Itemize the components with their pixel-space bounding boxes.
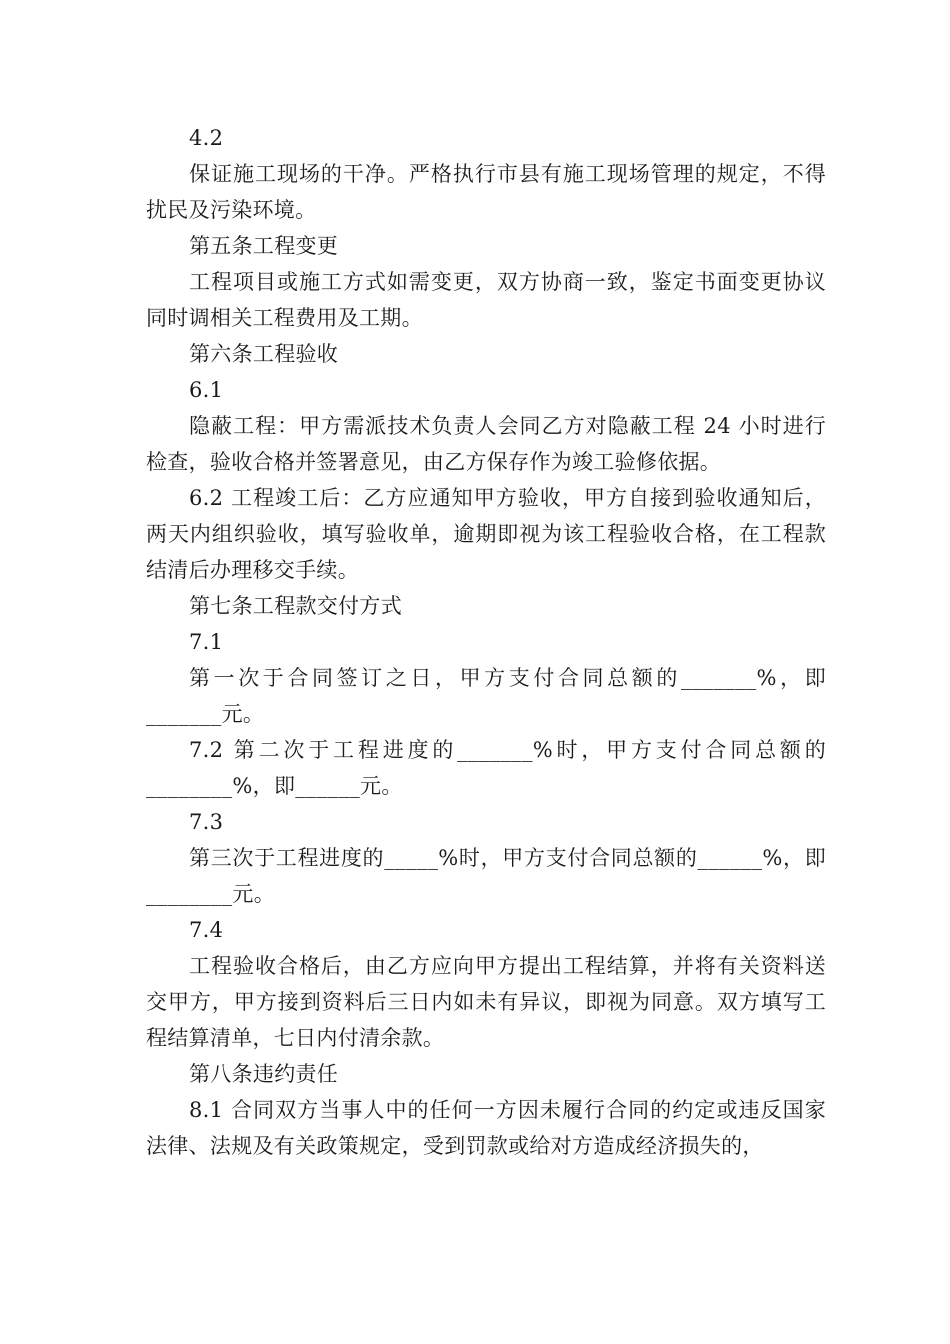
article-heading: 第七条工程款交付方式: [189, 594, 402, 618]
section-number: 7.1: [189, 630, 224, 654]
paragraph: 保证施工现场的干净。严格执行市县有施工现场管理的规定，不得扰民及污染环境。: [146, 162, 826, 222]
paragraph: 第一次于合同签订之日，甲方支付合同总额的_______%，即_______元。: [146, 666, 826, 726]
paragraph: 6.2 工程竣工后：乙方应通知甲方验收，甲方自接到验收通知后，两天内组织验收，填写验收单，逾期即视为该工程验收合格，在工程款结清后办理移交手续。: [146, 486, 826, 582]
paragraph: 隐蔽工程：甲方需派技术负责人会同乙方对隐蔽工程 24 小时进行检查，验收合格并签署意见，由乙方保存作为竣工验修依据。: [146, 414, 826, 474]
section-number: 7.3: [189, 810, 224, 834]
document-body: [146, 120, 826, 1164]
paragraph: 工程项目或施工方式如需变更，双方协商一致，鉴定书面变更协议同时调相关工程费用及工期。: [146, 270, 826, 330]
paragraph: 第三次于工程进度的_____%时，甲方支付合同总额的______%，即________元。: [146, 846, 826, 906]
paragraph: 工程验收合格后，由乙方应向甲方提出工程结算，并将有关资料送交甲方，甲方接到资料后三日内如未有异议，即视为同意。双方填写工程结算清单，七日内付清余款。: [146, 954, 826, 1050]
section-number: 6.1: [189, 378, 224, 402]
article-heading: 第六条工程验收: [189, 342, 339, 366]
article-heading: 第五条工程变更: [189, 234, 339, 258]
section-number: 7.4: [189, 918, 224, 942]
paragraph: 7.2 第二次于工程进度的_______%时，甲方支付合同总额的________%，即______元。: [146, 738, 826, 798]
section-number: 4.2: [189, 126, 224, 150]
paragraph: 8.1 合同双方当事人中的任何一方因未履行合同的约定或违反国家法律、法规及有关政策规定，受到罚款或给对方造成经济损失的，: [146, 1098, 826, 1158]
article-heading: 第八条违约责任: [189, 1062, 339, 1086]
